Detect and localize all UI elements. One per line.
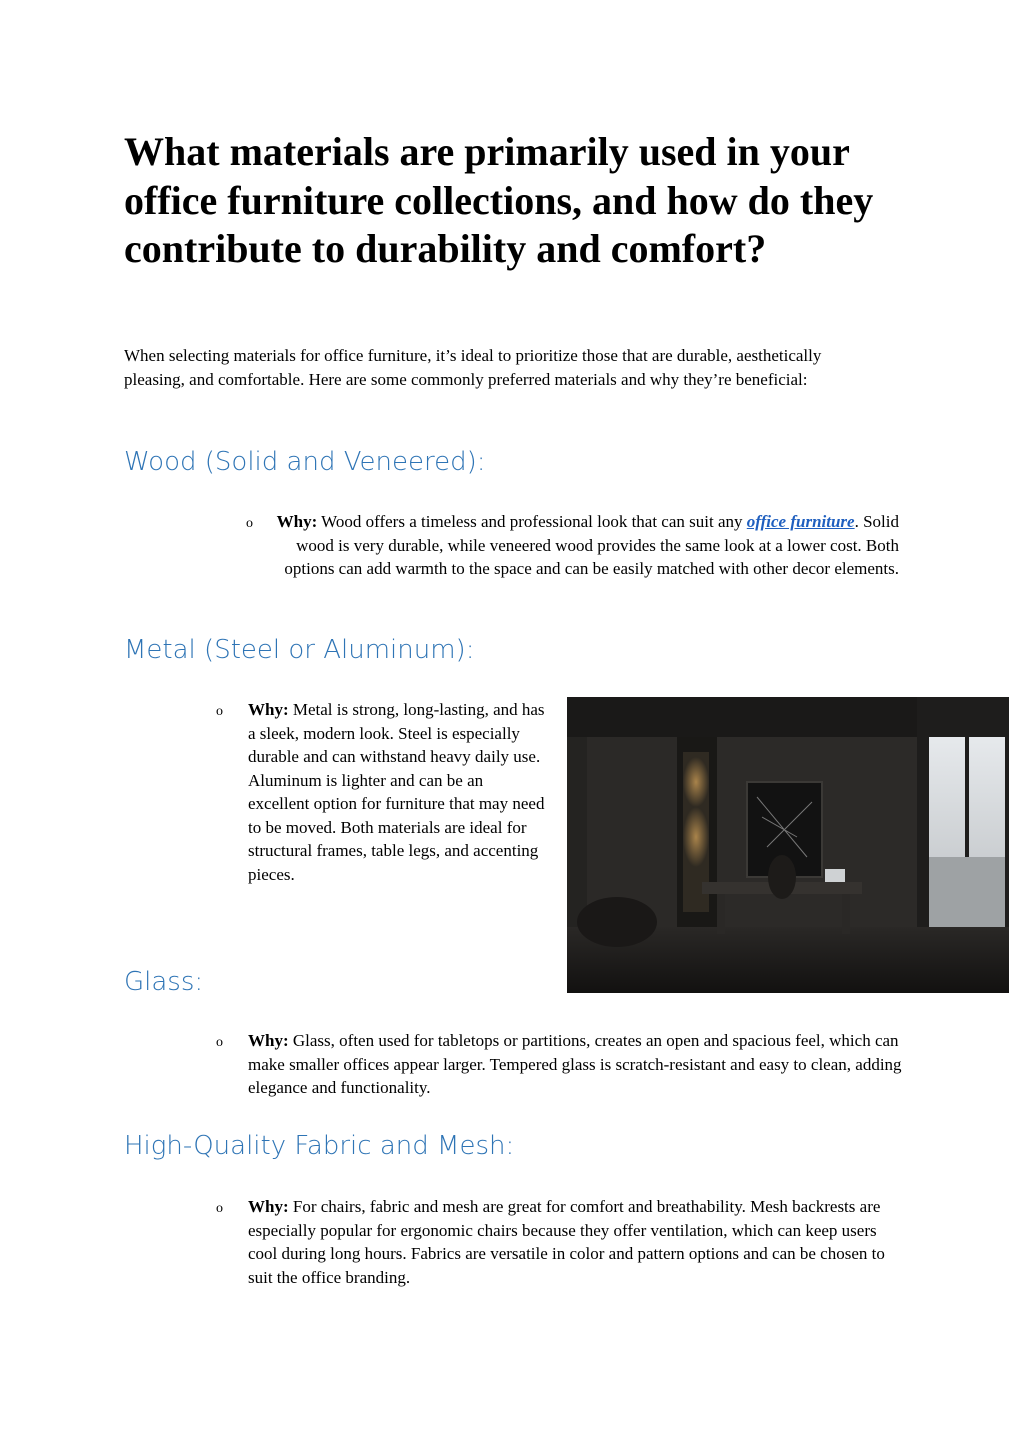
office-furniture-link[interactable]: office furniture: [746, 512, 855, 531]
office-interior-photo: [567, 697, 1009, 993]
bullet-marker: o: [216, 1201, 223, 1216]
page-title: What materials are primarily used in your office furniture collections, and how do they contribute to durability and comfort?: [124, 129, 874, 271]
heading-glass: Glass:: [124, 967, 204, 997]
wood-text-after-link: . Solid wood is very durable, while veneered wood provides the same look at a lower cost. Both options can add warmth to the space and can be easily matched with other decor elements.: [284, 512, 899, 578]
bullet-marker: o: [246, 516, 253, 531]
why-label: Why:: [276, 512, 318, 531]
metal-text: Metal is strong, long-lasting, and has a sleek, modern look. Steel is especially durable and can withstand heavy daily use. Aluminum is lighter and can be an excellent option for furniture that may need to be moved. Both materials are ideal for structural frames, table legs, and accenting pieces.: [248, 700, 545, 884]
heading-metal: Metal (Steel or Aluminum):: [124, 635, 475, 665]
wood-bullet-text: [245, 510, 899, 581]
fabric-bullet-text: [248, 1195, 903, 1289]
wood-text-before-link: Wood offers a timeless and professional look that can suit any: [317, 512, 747, 531]
intro-paragraph: When selecting materials for office furniture, it’s ideal to prioritize those that are durable, aesthetically pleasing, and comfortable. Here are some commonly preferred materials and why they’re beneficial:: [124, 346, 822, 389]
heading-fabric-mesh: High-Quality Fabric and Mesh:: [124, 1131, 515, 1161]
bullet-marker: o: [216, 1035, 223, 1050]
why-label: Why:: [248, 1031, 289, 1050]
heading-wood: Wood (Solid and Veneered):: [124, 447, 486, 477]
bullet-marker: o: [216, 704, 223, 719]
fabric-text: For chairs, fabric and mesh are great for comfort and breathability. Mesh backrests are especially popular for ergonomic chairs because they offer ventilation, which can keep users cool during long hours. Fabrics are versatile in color and pattern options and can be chosen to suit the office branding.: [248, 1197, 885, 1287]
glass-bullet-text: [248, 1029, 903, 1100]
glass-text: Glass, often used for tabletops or partitions, creates an open and spacious feel, which can make smaller offices appear larger. Tempered glass is scratch-resistant and easy to clean, adding elegance and functionality.: [248, 1031, 902, 1097]
metal-bullet-text: [248, 698, 548, 886]
why-label: Why:: [248, 1197, 289, 1216]
why-label: Why:: [248, 700, 289, 719]
